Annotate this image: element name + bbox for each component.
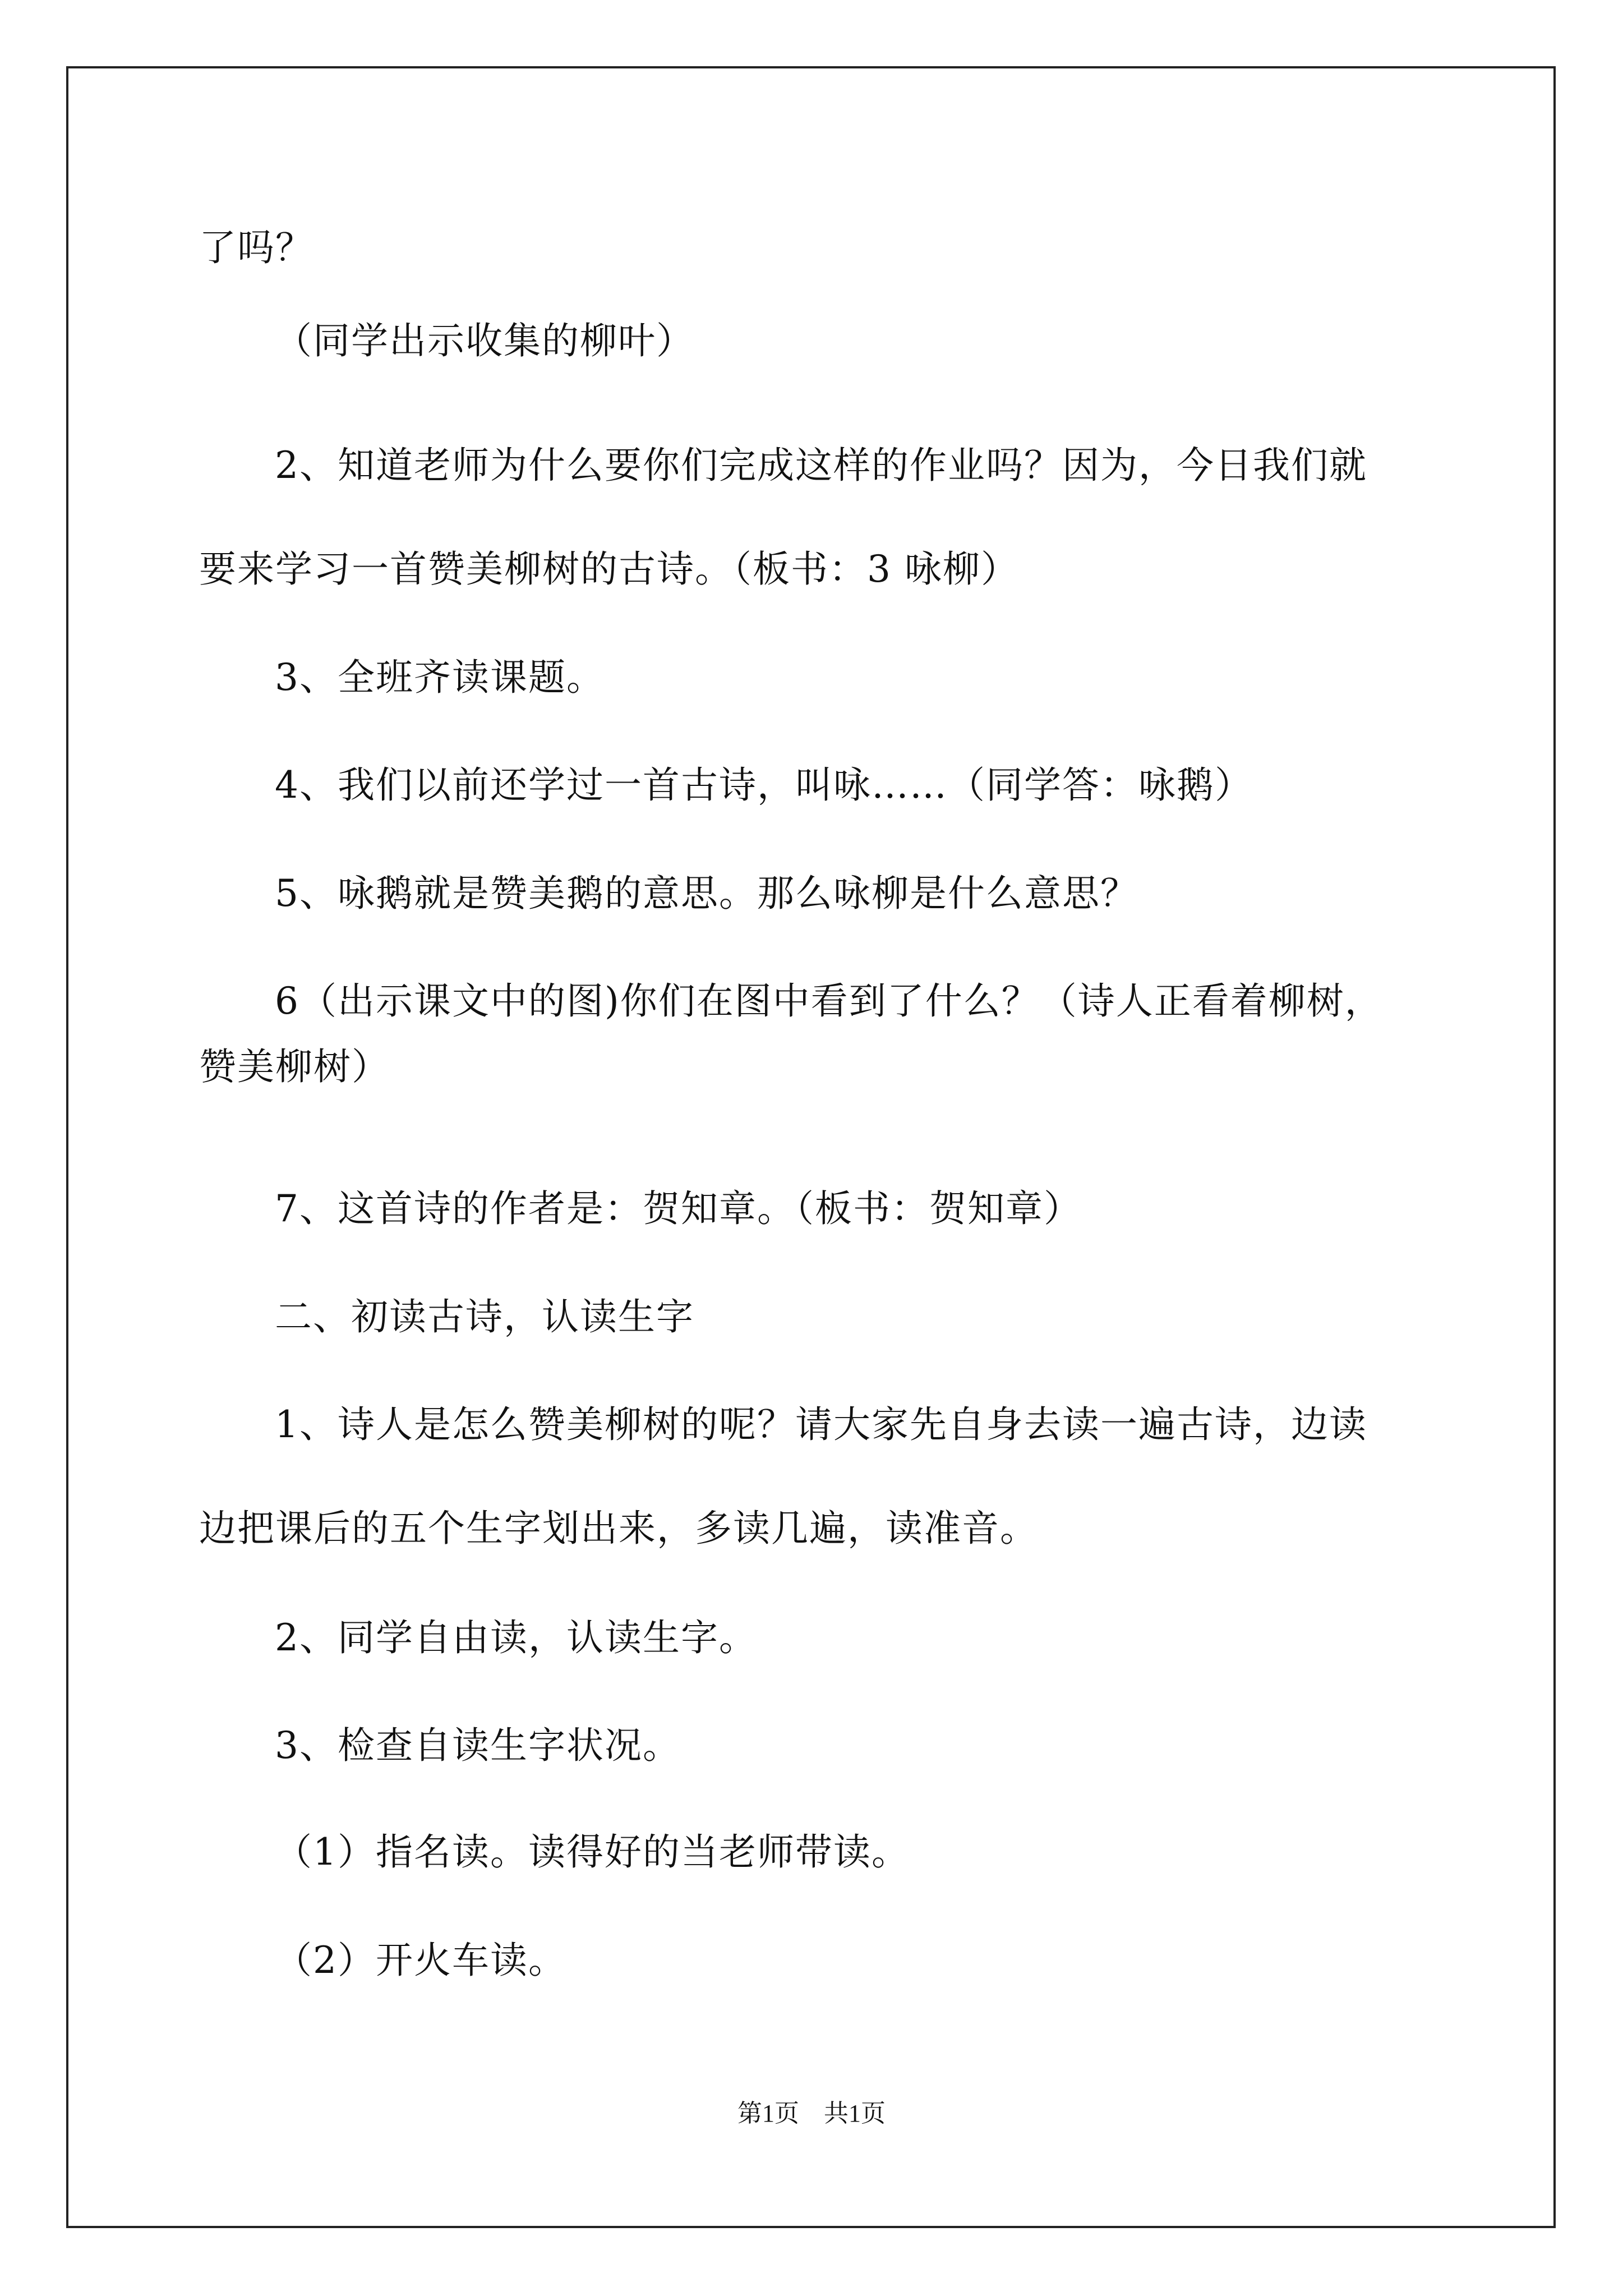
text-line: 1、诗人是怎么赞美柳树的呢？请大家先自身去读一遍古诗，边读 <box>275 1403 1367 1446</box>
text-line: （同学出示收集的柳叶） <box>275 319 694 362</box>
text-line: 2、知道老师为什么要你们完成这样的作业吗？因为，今日我们就 <box>275 444 1367 487</box>
text-line: 4、我们以前还学过一首古诗，叫咏……（同学答：咏鹅） <box>275 763 1253 807</box>
text-line: 2、同学自由读，认读生字。 <box>275 1616 757 1659</box>
text-line: 7、这首诗的作者是：贺知章。（板书：贺知章） <box>275 1187 1082 1230</box>
text-line: （1）指名读。读得好的当老师带读。 <box>275 1830 910 1874</box>
text-line: 赞美柳树） <box>199 1045 390 1088</box>
text-line: （2）开火车读。 <box>275 1939 566 1982</box>
text-line: 6（出示课文中的图)你们在图中看到了什么？（诗人正看着柳树， <box>275 979 1383 1023</box>
text-line: 3、全班齐读课题。 <box>275 656 605 699</box>
text-line: 3、检查自读生字状况。 <box>275 1724 681 1767</box>
page-border <box>66 66 1556 2228</box>
page-number: 第1页 共1页 <box>737 2100 886 2127</box>
text-line: 了吗？ <box>199 226 313 269</box>
text-line: 要来学习一首赞美柳树的古诗。（板书：3 咏柳） <box>199 547 1019 591</box>
text-line: 5、咏鹅就是赞美鹅的意思。那么咏柳是什么意思？ <box>275 872 1138 915</box>
section-heading: 二、初读古诗，认读生字 <box>275 1295 694 1338</box>
text-line: 边把课后的五个生字划出来，多读几遍，读准音。 <box>199 1507 1038 1550</box>
